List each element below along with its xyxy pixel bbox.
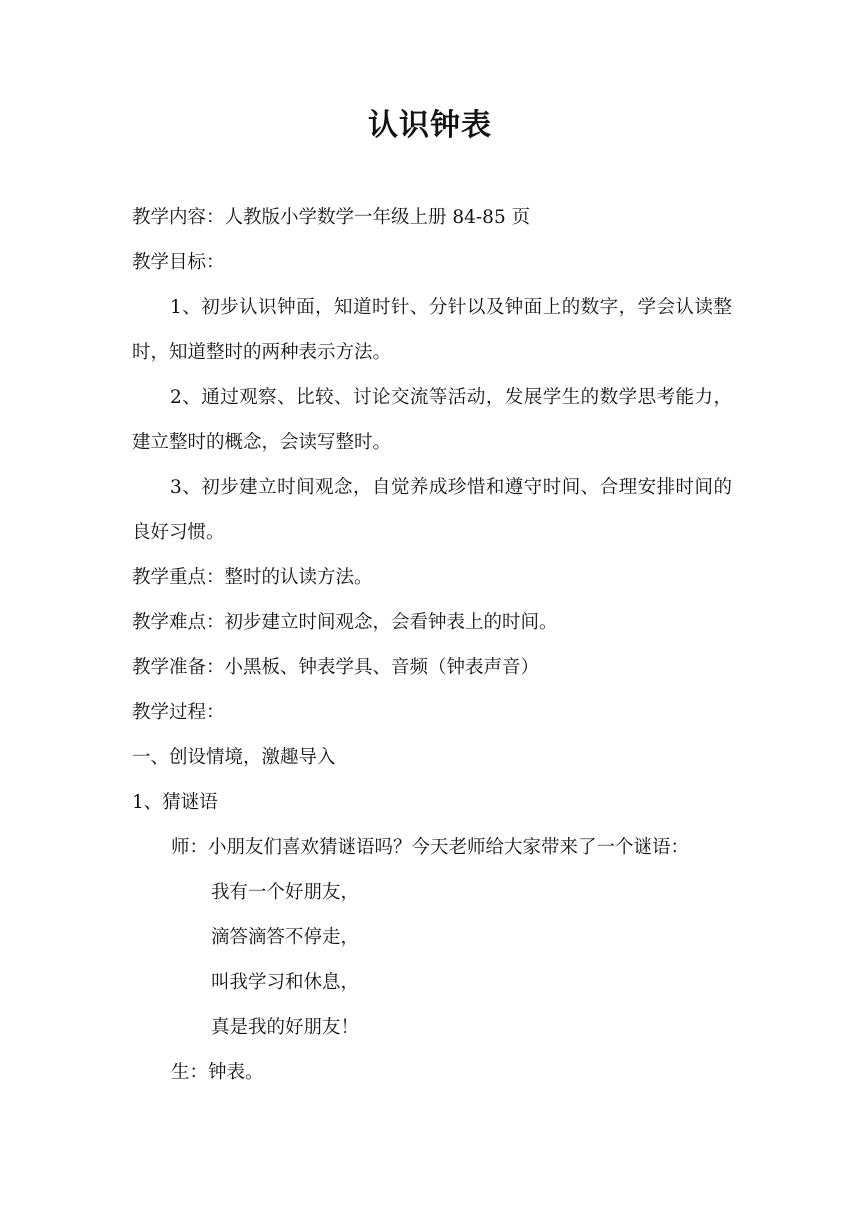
- riddle-line-1: 我有一个好朋友，: [211, 882, 360, 903]
- teacher-line: 师：小朋友们喜欢猜谜语吗？今天老师给大家带来了一个谜语：: [171, 837, 690, 858]
- process-heading: 教学过程：: [132, 702, 225, 723]
- objective-1: 1、初步认识钟面，知道时针、分针以及钟面上的数字，学会认读整时，知道整时的两种表示方法。: [132, 297, 732, 363]
- riddle-line-3: 叫我学习和休息，: [211, 972, 360, 993]
- riddle-line-4: 真是我的好朋友！: [211, 1017, 360, 1038]
- objective-3: 3、初步建立时间观念，自觉养成珍惜和遵守时间、合理安排时间的良好习惯。: [132, 477, 732, 543]
- key-point: 教学重点：整时的认读方法。: [132, 567, 373, 588]
- section-heading-1: 一、创设情境，激趣导入: [132, 747, 336, 768]
- document-title: 认识钟表: [368, 108, 492, 143]
- teaching-content: 教学内容：人教版小学数学一年级上册 84-85 页: [132, 207, 531, 228]
- riddle-line-2: 滴答滴答不停走，: [211, 927, 360, 948]
- objective-2: 2、通过观察、比较、讨论交流等活动，发展学生的数学思考能力，建立整时的概念，会读写整时。: [132, 387, 732, 453]
- difficulty: 教学难点：初步建立时间观念，会看钟表上的时间。: [132, 612, 558, 633]
- step-heading-1: 1、猜谜语: [132, 792, 218, 813]
- objectives-heading: 教学目标：: [132, 252, 225, 273]
- preparation: 教学准备：小黑板、钟表学具、音频（钟表声音）: [132, 657, 540, 678]
- student-line: 生：钟表。: [171, 1062, 264, 1083]
